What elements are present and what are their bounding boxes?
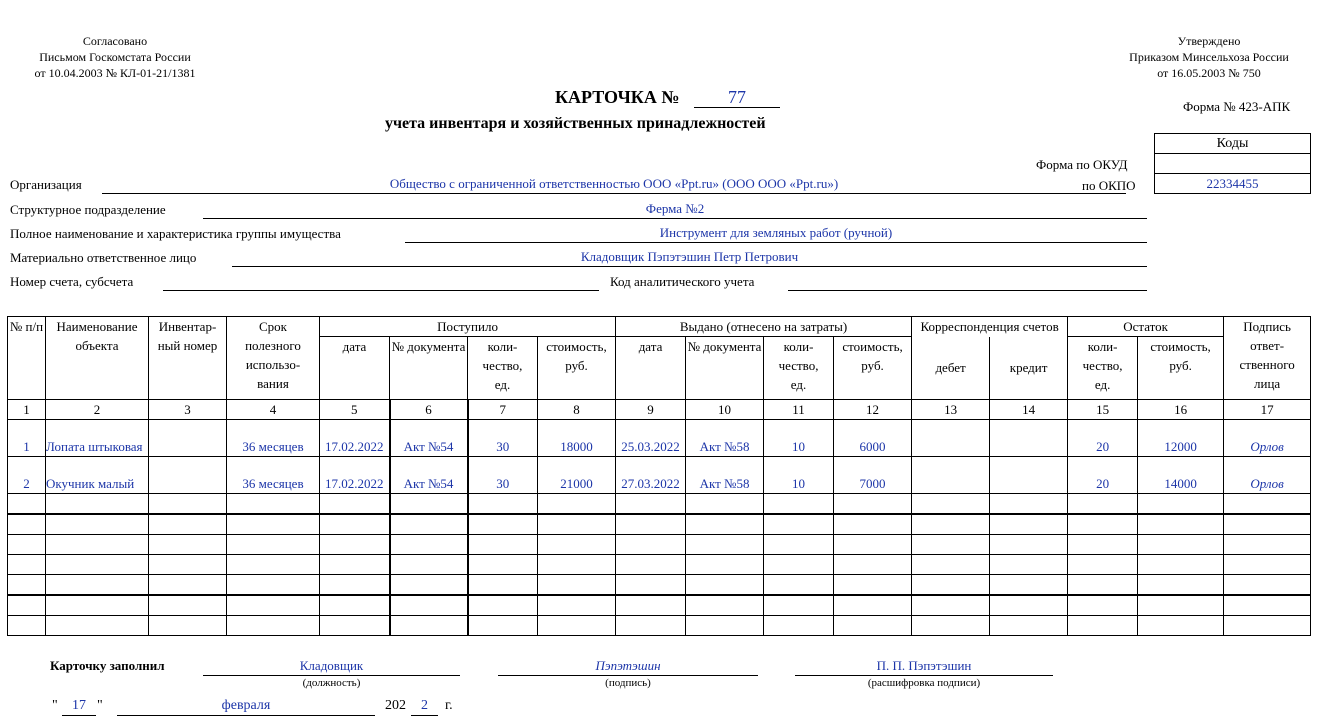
received-qty-header: коли-чество, ед. (468, 337, 538, 400)
row-signature: Орлов (1224, 457, 1311, 494)
balance-cost-header: стоимость, руб. (1138, 337, 1224, 400)
empty-row (8, 494, 1311, 515)
row-object-name: Лопата штыковая (46, 420, 149, 457)
position-line (203, 675, 460, 676)
column-numbers-row (8, 400, 1311, 420)
approved-line-3: от 16.05.2003 № 750 (1157, 66, 1261, 80)
col-number: 11 (764, 400, 834, 420)
org-value: Общество с ограниченной ответственностью ООО «Ppt.ru» (ООО ООО «Ppt.ru») (389, 176, 839, 191)
row-issued-date: 25.03.2022 (616, 420, 686, 457)
row-credit (990, 420, 1068, 457)
decoding-line (795, 675, 1053, 676)
row-received-doc: Акт №54 (390, 457, 468, 494)
row-issued-qty: 10 (764, 457, 834, 494)
received-group-header: Поступило (320, 317, 616, 337)
empty-row (8, 595, 1311, 616)
row-received-qty: 30 (468, 457, 538, 494)
row-balance-qty: 20 (1068, 457, 1138, 494)
date-quote-open: " (52, 698, 58, 713)
mol-label: Материально ответственное лицо (10, 250, 197, 265)
org-label: Организация (10, 177, 82, 192)
col-number: 2 (46, 400, 149, 420)
received-cost-header: стоимость, руб. (538, 337, 616, 400)
row-inv-number (149, 420, 227, 457)
signature-caption: (подпись) (605, 677, 651, 689)
mol-value: Кладовщик Пэпэтэшин Петр Петрович (580, 249, 799, 264)
approved-line-2: Приказом Минсельхоза России (1129, 50, 1289, 64)
col-number: 3 (149, 400, 227, 420)
row-received-date: 17.02.2022 (320, 457, 390, 494)
col-number: 8 (538, 400, 616, 420)
date-month: февраля (221, 698, 271, 713)
date-year-prefix: 202 (385, 698, 406, 713)
col-number: 5 (320, 400, 390, 420)
empty-row (8, 535, 1311, 555)
row-balance-qty: 20 (1068, 420, 1138, 457)
empty-row (8, 575, 1311, 596)
col-number: 13 (912, 400, 990, 420)
approved-block (1114, 33, 1304, 81)
col-number: 14 (990, 400, 1068, 420)
position-value: Кладовщик (299, 658, 364, 673)
signature-line (498, 675, 758, 676)
okud-label: Форма по ОКУД (1036, 157, 1128, 172)
date-day: 17 (72, 698, 86, 713)
col-num-header: № п/п (8, 317, 46, 400)
issued-doc-header: № документа (686, 337, 764, 400)
empty-row (8, 616, 1311, 636)
approval-line-3: от 10.04.2003 № КЛ-01-21/1381 (34, 66, 196, 80)
row-received-doc: Акт №54 (390, 420, 468, 457)
date-day-line (62, 715, 96, 716)
okpo-label: по ОКПО (1082, 178, 1136, 193)
row-debit (912, 420, 990, 457)
card-number: 77 (728, 87, 746, 107)
row-received-cost: 18000 (538, 420, 616, 457)
col-number: 7 (468, 400, 538, 420)
approval-line-2: Письмом Госкомстата России (39, 50, 191, 64)
col-number: 1 (8, 400, 46, 420)
col-number: 6 (390, 400, 468, 420)
filled-by-label: Карточку заполнил (50, 658, 165, 673)
group-value: Инструмент для земляных работ (ручной) (659, 225, 893, 240)
col-inv-header: Инвентар-ный номер (149, 317, 227, 400)
issued-group-header: Выдано (отнесено на затраты) (616, 317, 912, 337)
col-sign-header: Подпись ответ-ственного лица (1224, 317, 1311, 400)
okud-value (1155, 154, 1311, 174)
card-title: КАРТОЧКА № (555, 87, 680, 107)
analytic-line (788, 290, 1147, 291)
row-num: 2 (8, 457, 46, 494)
col-number: 15 (1068, 400, 1138, 420)
received-doc-header: № документа (390, 337, 468, 400)
col-number: 4 (227, 400, 320, 420)
decoding-caption: (расшифровка подписи) (867, 677, 981, 689)
group-label: Полное наименование и характеристика группы имущества (10, 226, 341, 241)
dept-value: Ферма №2 (645, 201, 705, 216)
row-issued-date: 27.03.2022 (616, 457, 686, 494)
col-term-header: Срок полезного использо-вания (227, 317, 320, 400)
balance-qty-header: коли-чество, ед. (1068, 337, 1138, 400)
form-number: Форма № 423-АПК (1183, 99, 1291, 114)
codes-table (1154, 133, 1311, 194)
col-number: 16 (1138, 400, 1224, 420)
codes-header: Коды (1155, 134, 1311, 154)
position-caption: (должность) (302, 677, 361, 689)
mol-line (232, 266, 1147, 267)
decoding-value: П. П. Пэпэтэшин (876, 658, 972, 673)
row-object-name: Окучник малый (46, 457, 149, 494)
approved-line-1: Утверждено (1177, 34, 1241, 48)
date-quote-close: " (97, 698, 103, 713)
signature-value: Пэпэтэшин (595, 658, 661, 673)
row-received-qty: 30 (468, 420, 538, 457)
row-term: 36 месяцев (227, 457, 320, 494)
table-header-row-1 (8, 317, 1311, 337)
table-row (8, 420, 1311, 457)
row-credit (990, 457, 1068, 494)
card-number-underline (694, 107, 780, 108)
approval-line-1: Согласовано (82, 34, 148, 48)
approval-block (22, 33, 208, 81)
row-debit (912, 457, 990, 494)
issued-qty-header: коли-чество, ед. (764, 337, 834, 400)
date-year-line (411, 715, 438, 716)
col-name-header: Наименование объекта (46, 317, 149, 400)
account-label: Номер счета, субсчета (10, 274, 134, 289)
col-number: 12 (834, 400, 912, 420)
issued-date-header: дата (616, 337, 686, 400)
table-row (8, 457, 1311, 494)
date-month-line (117, 715, 375, 716)
row-inv-number (149, 457, 227, 494)
okpo-value: 22334455 (1155, 174, 1311, 194)
date-year-suffix: 2 (421, 698, 428, 713)
row-issued-doc: Акт №58 (686, 420, 764, 457)
col-number: 17 (1224, 400, 1311, 420)
col-number: 10 (686, 400, 764, 420)
dept-label: Структурное подразделение (10, 202, 166, 217)
corr-group-header: Корреспонденция счетов (912, 317, 1068, 337)
org-line (102, 193, 1126, 194)
issued-cost-header: стоимость, руб. (834, 337, 912, 400)
balance-group-header: Остаток (1068, 317, 1224, 337)
credit-header: кредит (990, 337, 1068, 400)
row-num: 1 (8, 420, 46, 457)
empty-row (8, 514, 1311, 535)
date-year-unit: г. (445, 698, 453, 713)
row-issued-doc: Акт №58 (686, 457, 764, 494)
account-line (163, 290, 599, 291)
empty-row (8, 555, 1311, 575)
analytic-label: Код аналитического учета (610, 274, 755, 289)
received-date-header: дата (320, 337, 390, 400)
row-received-cost: 21000 (538, 457, 616, 494)
row-issued-cost: 7000 (834, 457, 912, 494)
row-term: 36 месяцев (227, 420, 320, 457)
group-line (405, 242, 1147, 243)
row-balance-cost: 14000 (1138, 457, 1224, 494)
row-balance-cost: 12000 (1138, 420, 1224, 457)
row-received-date: 17.02.2022 (320, 420, 390, 457)
dept-line (203, 218, 1147, 219)
inventory-table (7, 316, 1311, 636)
row-issued-qty: 10 (764, 420, 834, 457)
col-number: 9 (616, 400, 686, 420)
row-signature: Орлов (1224, 420, 1311, 457)
debit-header: дебет (912, 337, 990, 400)
card-subtitle: учета инвентаря и хозяйственных принадлежностей (385, 115, 766, 132)
row-issued-cost: 6000 (834, 420, 912, 457)
